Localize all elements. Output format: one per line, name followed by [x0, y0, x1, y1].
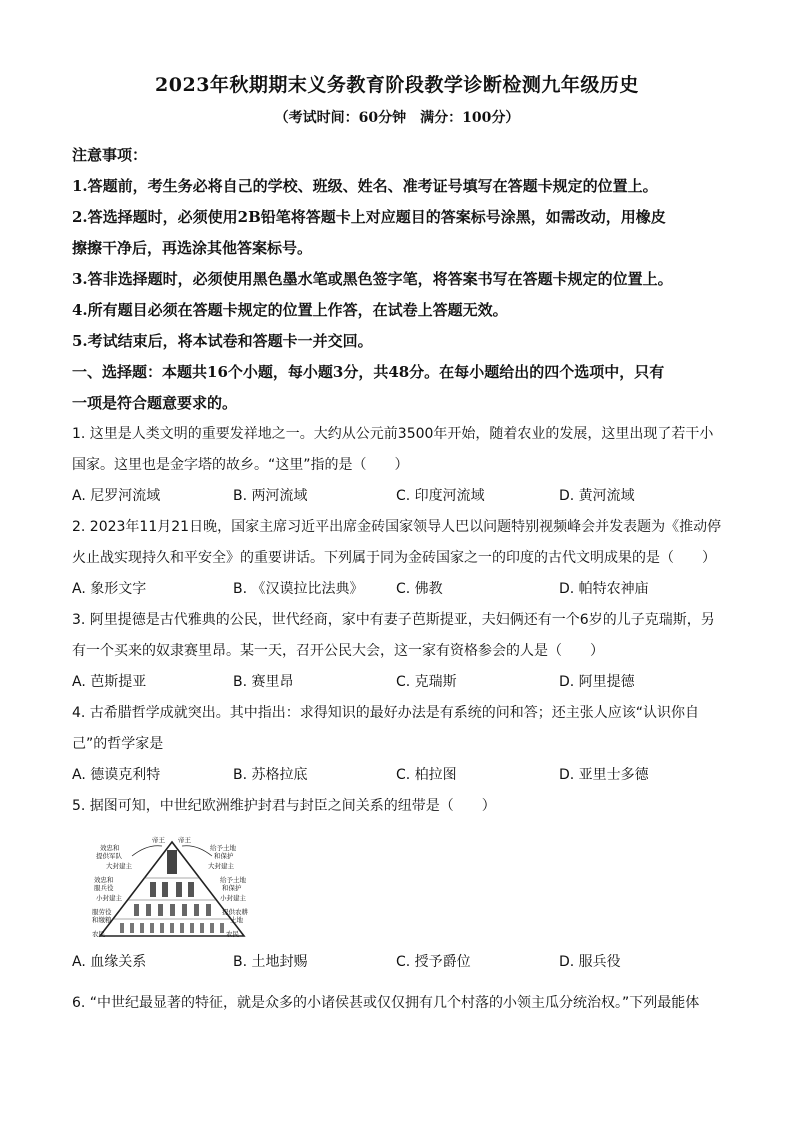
question-6-text: 6. “中世纪最显著的特征，就是众多的小诸侯甚或仅仅拥有几个村落的小领主瓜分统治权。”下列最能体 — [72, 995, 700, 1011]
figure-label: 大封建主 — [106, 862, 132, 870]
question-4-option-a[interactable]: A. 德谟克利特 — [72, 767, 161, 783]
figure-label: 帝王 — [178, 836, 191, 844]
question-4-text: 己”的哲学家是 — [72, 736, 164, 752]
question-5-text: 5. 据图可知，中世纪欧洲维护封君与封臣之间关系的纽带是（ ） — [72, 798, 496, 814]
note-item: 擦擦干净后，再选涂其他答案标号。 — [72, 239, 313, 257]
figure-label: 效忠和 — [94, 876, 114, 884]
question-2-option-c[interactable]: C. 佛教 — [396, 581, 443, 597]
figure-label: 小封建主 — [96, 894, 122, 902]
question-1-option-a[interactable]: A. 尼罗河流域 — [72, 488, 161, 504]
great-lords-figures-icon — [150, 882, 194, 897]
note-item: 3.答非选择题时，必须使用黑色墨水笔或黑色签字笔，将答案书写在答题卡规定的位置上。 — [72, 270, 673, 288]
figure-label: 给予土地 — [210, 844, 236, 852]
note-item: 2.答选择题时，必须使用2B铅笔将答题卡上对应题目的答案标号涂黑，如需改动，用橡皮 — [72, 208, 666, 226]
figure-label: 帝王 — [152, 836, 165, 844]
figure-label: 提供军队 — [96, 852, 122, 860]
right-arrow-icon — [182, 846, 212, 856]
figure-label: 给予土地 — [220, 876, 246, 884]
note-item: 4.所有题目必须在答题卡规定的位置上作答，在试卷上答题无效。 — [72, 301, 508, 319]
question-5-option-b[interactable]: B. 土地封赐 — [233, 954, 308, 970]
question-1-option-b[interactable]: B. 两河流域 — [233, 488, 308, 504]
question-3-option-a[interactable]: A. 芭斯提亚 — [72, 674, 147, 690]
figure-label: 和保护 — [222, 884, 242, 892]
question-1-option-c[interactable]: C. 印度河流域 — [396, 488, 485, 504]
question-2-text: 火止战实现持久和平安全》的重要讲话。下列属于同为金砖国家之一的印度的古代文明成果的是（ ） — [72, 550, 716, 566]
feudal-pyramid-figure — [92, 836, 252, 946]
figure-label: 服劳役 — [92, 908, 112, 916]
figure-label: 效忠和 — [100, 844, 120, 852]
note-item: 5.考试结束后，将本试卷和答题卡一并交回。 — [72, 332, 373, 350]
figure-label: 和缴粮 — [92, 916, 112, 924]
exam-info: （考试时间：60分钟 满分：100分） — [274, 110, 520, 126]
question-2-text: 2. 2023年11月21日晚，国家主席习近平出席金砖国家领导人巴以问题特别视频峰会并发表题为《推动停 — [72, 519, 722, 535]
question-1-option-d[interactable]: D. 黄河流域 — [559, 488, 635, 504]
question-1-text: 1. 这里是人类文明的重要发祥地之一。大约从公元前3500年开始，随着农业的发展，这里出现了若干小 — [72, 426, 714, 442]
question-5-option-d[interactable]: D. 服兵役 — [559, 954, 621, 970]
king-figure-icon — [167, 850, 177, 874]
question-3-option-b[interactable]: B. 赛里昂 — [233, 674, 294, 690]
figure-label: 农民 — [226, 930, 239, 938]
question-4-option-d[interactable]: D. 亚里士多德 — [559, 767, 649, 783]
section-heading: 一、选择题：本题共16个小题，每小题3分，共48分。在每小题给出的四个选项中，只有 — [72, 363, 665, 381]
question-4-option-c[interactable]: C. 柏拉图 — [396, 767, 457, 783]
question-5-option-c[interactable]: C. 授予爵位 — [396, 954, 471, 970]
figure-label: 和保护 — [214, 852, 234, 860]
figure-label: 农民 — [92, 930, 105, 938]
question-2-option-d[interactable]: D. 帕特农神庙 — [559, 581, 649, 597]
peasants-figures-icon — [120, 923, 224, 933]
question-2-option-b[interactable]: B. 《汉谟拉比法典》 — [233, 581, 364, 597]
figure-label: 服兵役 — [94, 884, 114, 892]
notes-heading: 注意事项： — [72, 146, 148, 164]
note-item: 1.答题前，考生务必将自己的学校、班级、姓名、准考证号填写在答题卡规定的位置上。 — [72, 177, 658, 195]
question-2-option-a[interactable]: A. 象形文字 — [72, 581, 147, 597]
figure-label: 大封建主 — [208, 862, 234, 870]
page-title: 2023年秋期期末义务教育阶段教学诊断检测九年级历史 — [155, 74, 639, 96]
question-3-text: 有一个买来的奴隶赛里昂。某一天，召开公民大会，这一家有资格参会的人是（ ） — [72, 643, 604, 659]
figure-label: 提供农耕 — [222, 908, 248, 916]
question-3-option-d[interactable]: D. 阿里提德 — [559, 674, 635, 690]
figure-label: 土地 — [230, 916, 243, 924]
question-4-option-b[interactable]: B. 苏格拉底 — [233, 767, 308, 783]
left-arrow-icon — [132, 846, 162, 856]
question-1-text: 国家。这里也是金字塔的故乡。“这里”指的是（ ） — [72, 457, 409, 473]
figure-label: 小封建主 — [220, 894, 246, 902]
question-4-text: 4. 古希腊哲学成就突出。其中指出：求得知识的最好办法是有系统的问和答；还主张人应该“认识你自 — [72, 705, 700, 721]
section-heading-cont: 一项是符合题意要求的。 — [72, 394, 238, 412]
small-lords-figures-icon — [134, 904, 211, 916]
question-3-option-c[interactable]: C. 克瑞斯 — [396, 674, 457, 690]
question-3-text: 3. 阿里提德是古代雅典的公民，世代经商，家中有妻子芭斯提亚，夫妇俩还有一个6岁的儿子克瑞斯，另 — [72, 612, 715, 628]
question-5-option-a[interactable]: A. 血缘关系 — [72, 954, 147, 970]
